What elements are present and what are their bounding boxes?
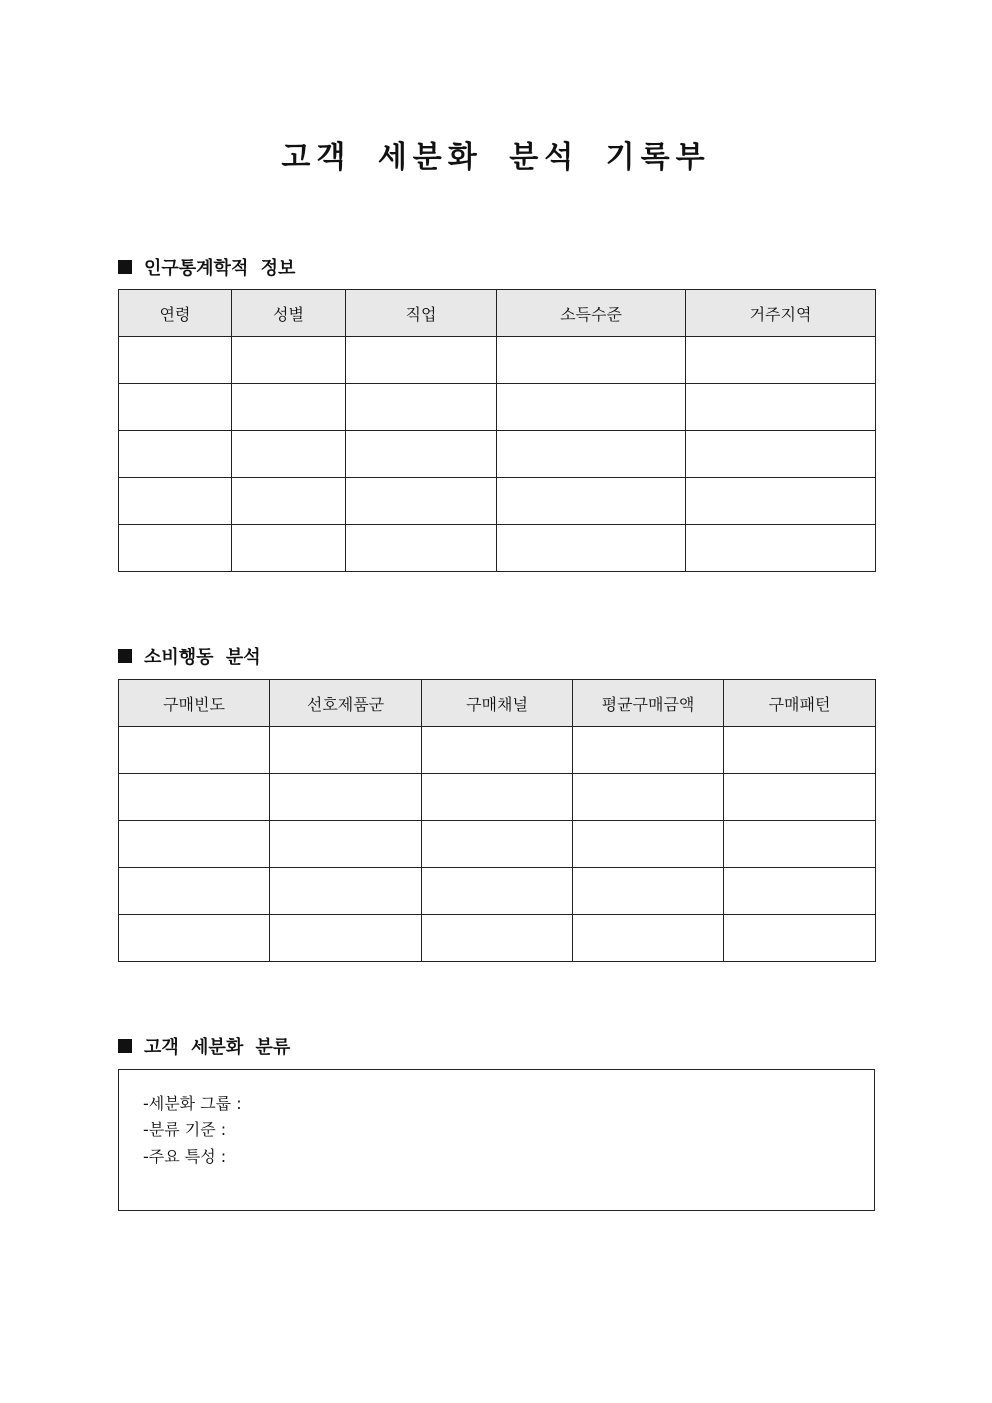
table-cell[interactable] — [270, 774, 422, 821]
table-cell[interactable] — [724, 774, 876, 821]
table-cell[interactable] — [724, 727, 876, 774]
table-cell[interactable] — [270, 915, 422, 962]
table-cell[interactable] — [346, 337, 497, 384]
table-cell[interactable] — [497, 478, 686, 525]
table-cell[interactable] — [422, 727, 573, 774]
table-cell[interactable] — [422, 868, 573, 915]
table-cell[interactable] — [422, 915, 573, 962]
table-cell[interactable] — [119, 478, 232, 525]
column-header-age: 연령 — [119, 290, 232, 337]
behavior-table — [118, 679, 876, 962]
column-header-occupation: 직업 — [346, 290, 497, 337]
table-cell[interactable] — [573, 821, 724, 868]
column-header-residence: 거주지역 — [686, 290, 876, 337]
column-header-average-amount: 평균구매금액 — [573, 680, 724, 727]
section-heading-demographics — [118, 254, 295, 280]
table-cell[interactable] — [346, 431, 497, 478]
key-characteristics-line: -주요 특성 : — [143, 1147, 227, 1166]
section-heading-label: 인구통계학적 정보 — [144, 258, 296, 279]
table-cell[interactable] — [119, 821, 270, 868]
column-header-purchase-frequency: 구매빈도 — [119, 680, 270, 727]
demographics-table — [118, 289, 876, 572]
table-row — [119, 727, 876, 774]
table-cell[interactable] — [686, 337, 876, 384]
section-heading-label: 고객 세분화 분류 — [144, 1037, 291, 1058]
table-row — [119, 915, 876, 962]
section-heading-label: 소비행동 분석 — [144, 647, 261, 668]
square-bullet-icon — [118, 649, 132, 663]
section-heading-classification — [118, 1033, 290, 1059]
table-row — [119, 525, 876, 572]
table-cell[interactable] — [686, 525, 876, 572]
table-cell[interactable] — [119, 868, 270, 915]
table-row — [119, 384, 876, 431]
classification-criteria-line: -분류 기준 : — [143, 1120, 227, 1139]
table-cell[interactable] — [232, 337, 346, 384]
table-cell[interactable] — [573, 727, 724, 774]
table-cell[interactable] — [724, 868, 876, 915]
table-cell[interactable] — [119, 525, 232, 572]
table-cell[interactable] — [346, 525, 497, 572]
table-cell[interactable] — [346, 384, 497, 431]
table-header-row — [119, 680, 876, 727]
table-cell[interactable] — [573, 915, 724, 962]
table-cell[interactable] — [497, 337, 686, 384]
column-header-purchase-pattern: 구매패턴 — [724, 680, 876, 727]
table-cell[interactable] — [232, 384, 346, 431]
table-cell[interactable] — [573, 868, 724, 915]
table-row — [119, 337, 876, 384]
column-header-gender: 성별 — [232, 290, 346, 337]
table-cell[interactable] — [270, 821, 422, 868]
classification-box[interactable] — [118, 1069, 875, 1211]
table-cell[interactable] — [422, 821, 573, 868]
table-cell[interactable] — [497, 431, 686, 478]
column-header-income: 소득수준 — [497, 290, 686, 337]
table-cell[interactable] — [232, 525, 346, 572]
table-cell[interactable] — [270, 727, 422, 774]
table-cell[interactable] — [346, 478, 497, 525]
table-row — [119, 431, 876, 478]
table-cell[interactable] — [573, 774, 724, 821]
square-bullet-icon — [118, 1039, 132, 1053]
table-cell[interactable] — [497, 384, 686, 431]
table-cell[interactable] — [119, 384, 232, 431]
section-heading-behavior — [118, 643, 261, 669]
table-cell[interactable] — [686, 431, 876, 478]
table-cell[interactable] — [119, 337, 232, 384]
table-cell[interactable] — [422, 774, 573, 821]
table-row — [119, 821, 876, 868]
page-title: 고객 세분화 분석 기록부 — [281, 140, 711, 175]
segment-group-line: -세분화 그룹 : — [143, 1094, 242, 1113]
table-cell[interactable] — [119, 774, 270, 821]
table-row — [119, 868, 876, 915]
table-cell[interactable] — [686, 384, 876, 431]
table-header-row — [119, 290, 876, 337]
table-cell[interactable] — [119, 431, 232, 478]
table-cell[interactable] — [232, 478, 346, 525]
column-header-purchase-channel: 구매채널 — [422, 680, 573, 727]
table-cell[interactable] — [232, 431, 346, 478]
table-row — [119, 774, 876, 821]
table-row — [119, 478, 876, 525]
table-cell[interactable] — [119, 727, 270, 774]
table-cell[interactable] — [724, 821, 876, 868]
square-bullet-icon — [118, 260, 132, 274]
table-cell[interactable] — [119, 915, 270, 962]
table-cell[interactable] — [724, 915, 876, 962]
table-cell[interactable] — [497, 525, 686, 572]
table-cell[interactable] — [270, 868, 422, 915]
table-cell[interactable] — [686, 478, 876, 525]
column-header-preferred-products: 선호제품군 — [270, 680, 422, 727]
